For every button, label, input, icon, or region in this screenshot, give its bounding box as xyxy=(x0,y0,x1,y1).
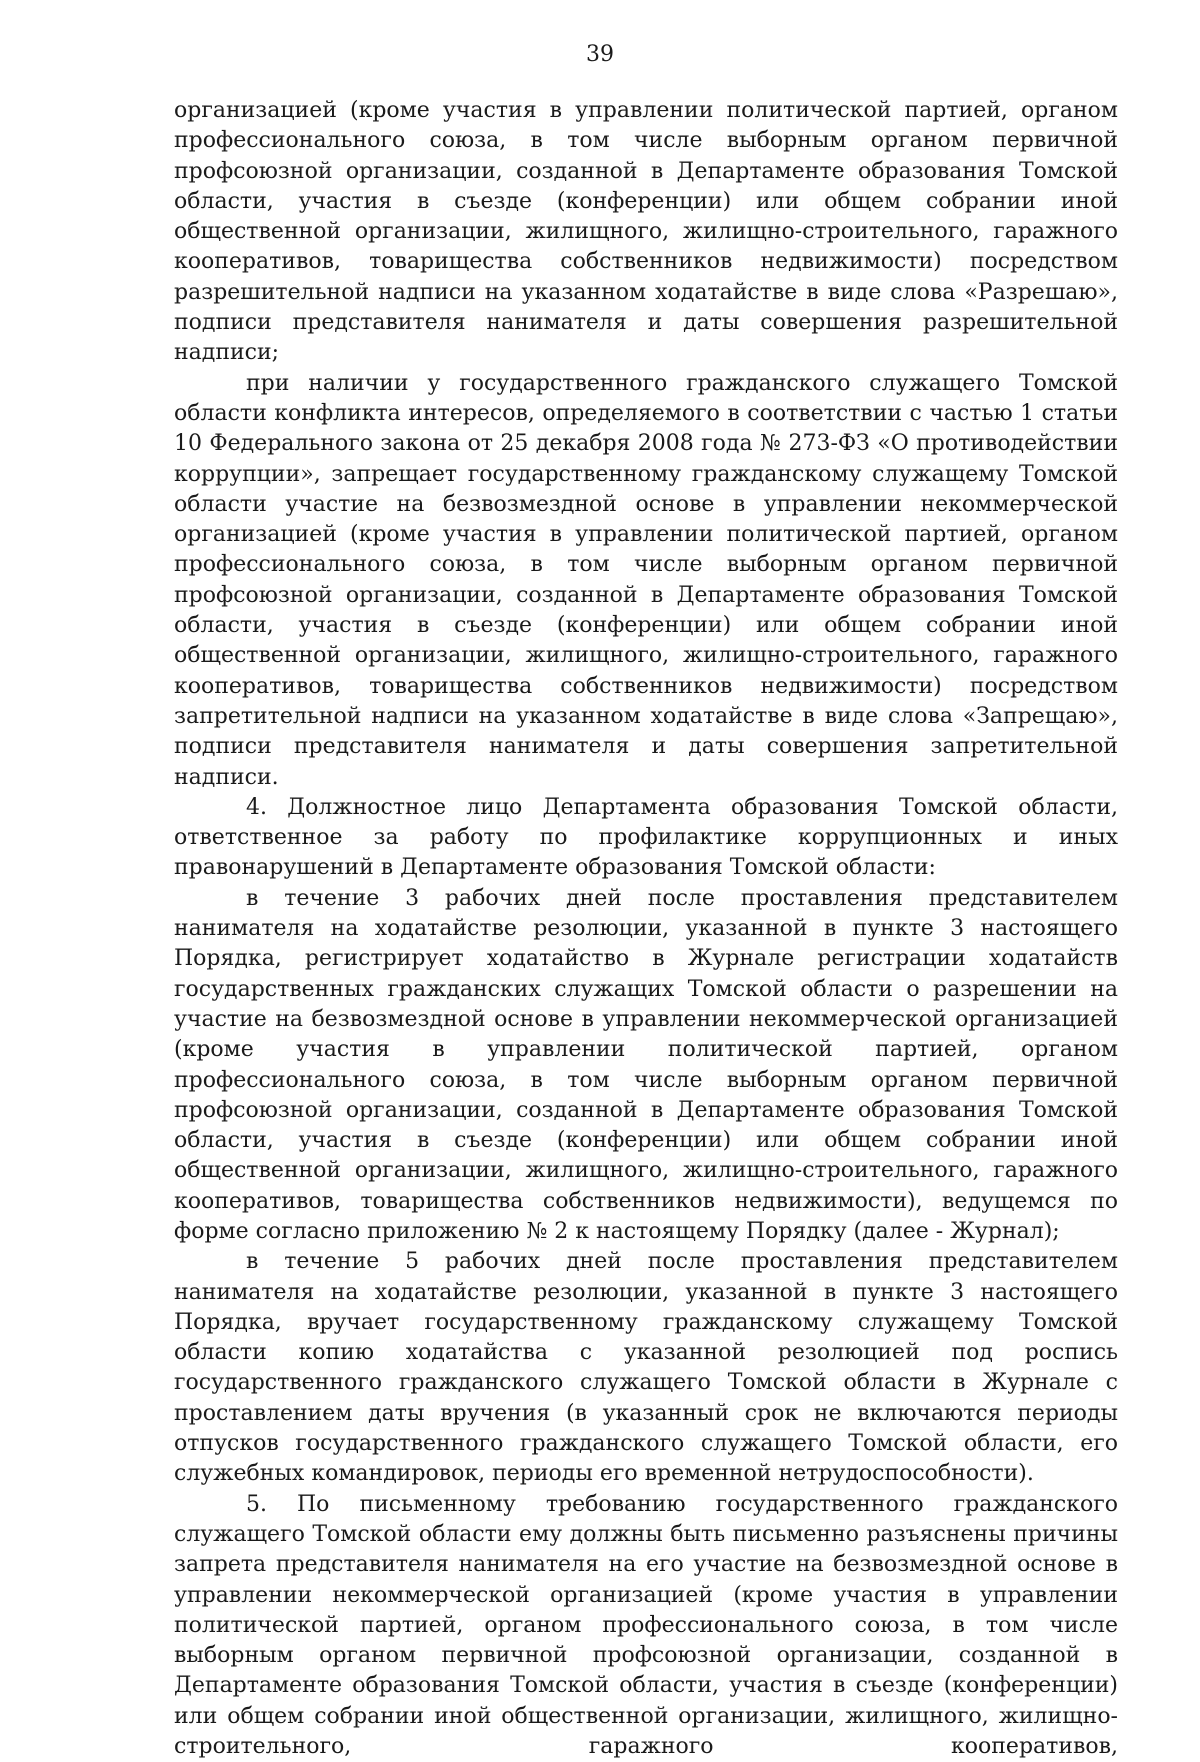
paragraph-item-4: 4. Должностное лицо Департамента образования Томской области, ответственное за работу по профилактике коррупционных и иных правонарушений в Департаменте образования Томской области: xyxy=(174,794,1118,881)
document-body xyxy=(174,96,1118,1762)
page-number: 39 xyxy=(586,42,614,67)
paragraph-registration: в течение 3 рабочих дней после проставления представителем нанимателя на ходатайстве резолюции, указанной в пункте 3 настоящего Порядка, регистрирует ходатайство в Журнале регистрации ходатайств государственных гражданских служащих Томской области о разрешении на участие на безвозмездной основе в управлении некоммерческой организацией (кроме участия в управлении политической партией, органом профессионального союза, в том числе выборным органом первичной профсоюзной организации, созданной в Департаменте образования Томской области, участия в съезде (конференции) или общем собрании иной общественной организации, жилищного, жилищно-строительного, гаражного кооперативов, товарищества собственников недвижимости), ведущемся по форме согласно приложению № 2 к настоящему Порядку (далее - Журнал); xyxy=(174,885,1118,1244)
paragraph-conflict-of-interest: при наличии у государственного гражданского служащего Томской области конфликта интересов, определяемого в соответствии с частью 1 статьи 10 Федерального закона от 25 декабря 2008 года № 273-ФЗ «О противодействии коррупции», запрещает государственному гражданскому служащему Томской области участие на безвозмездной основе в управлении некоммерческой организацией (кроме участия в управлении политической партией, органом профессионального союза, в том числе выборным органом первичной профсоюзной организации, созданной в Департаменте образования Томской области, участия в съезде (конференции) или общем собрании иной общественной организации, жилищного, жилищно-строительного, гаражного кооперативов, товарищества собственников недвижимости) посредством запретительной надписи на указанном ходатайстве в виде слова «Запрещаю», подписи представителя нанимателя и даты совершения запретительной надписи. xyxy=(174,370,1118,790)
paragraph-delivery: в течение 5 рабочих дней после проставления представителем нанимателя на ходатайстве резолюции, указанной в пункте 3 настоящего Порядка, вручает государственному гражданскому служащему Томской области копию ходатайства с указанной резолюцией под роспись государственного гражданского служащего Томской области в Журнале с проставлением даты вручения (в указанный срок не включаются периоды отпусков государственного гражданского служащего Томской области, его служебных командировок, периоды его временной нетрудоспособности). xyxy=(174,1249,1118,1487)
paragraph-continuation: организацией (кроме участия в управлении политической партией, органом профессионального союза, в том числе выборным органом первичной профсоюзной организации, созданной в Департаменте образования Томской области, участия в съезде (конференции) или общем собрании иной общественной организации, жилищного, жилищно-строительного, гаражного кооперативов, товарищества собственников недвижимости) посредством разрешительной надписи на указанном ходатайстве в виде слова «Разрешаю», подписи представителя нанимателя и даты совершения разрешительной надписи; xyxy=(174,98,1118,366)
paragraph-item-5: 5. По письменному требованию государственного гражданского служащего Томской области ему должны быть письменно разъяснены причины запрета представителя нанимателя на его участие на безвозмездной основе в управлении некоммерческой организацией (кроме участия в управлении политической партией, органом профессионального союза, в том числе выборным органом первичной профсоюзной организации, созданной в Департаменте образования Томской области, участия в съезде (конференции) или общем собрании иной общественной организации, жилищного, жилищно-строительного, гаражного кооперативов, xyxy=(174,1491,1118,1760)
